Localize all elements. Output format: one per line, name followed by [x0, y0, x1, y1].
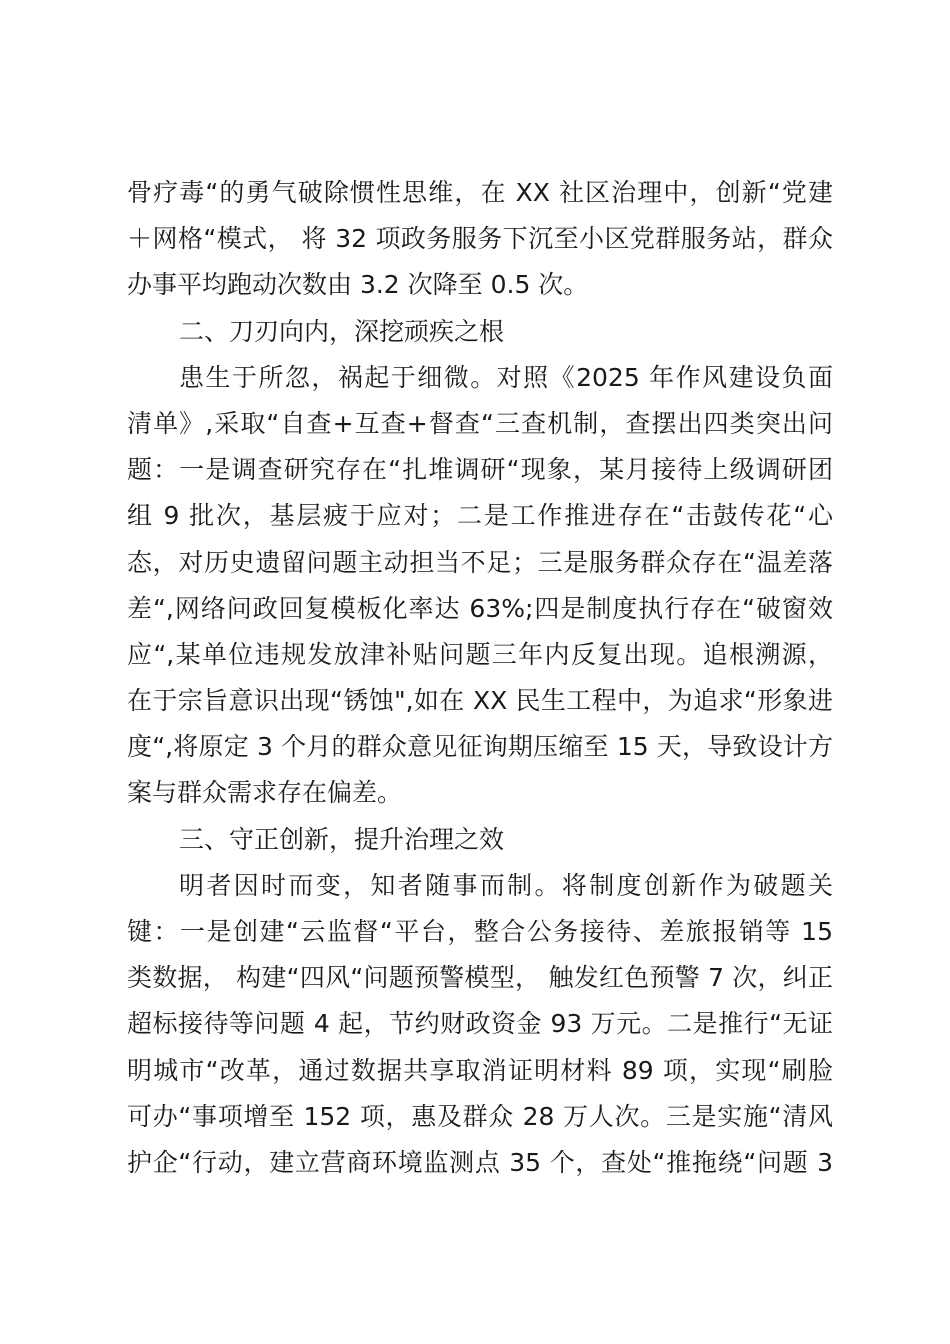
text-line: 明者因时而变，知者随事而制。将制度创新作为破题关: [179, 870, 833, 900]
text-line: 度“,将原定 3 个月的群众意见征询期压缩至 15 天，导致设计方: [127, 732, 833, 762]
text-line: 骨疗毒“的勇气破除惯性思维，在 XX 社区治理中，创新“党建: [127, 178, 833, 207]
text-line: 类数据， 构建“四风“问题预警模型， 触发红色预警 7 次，纠正: [127, 963, 833, 993]
section-heading-3: 三、守正创新，提升治理之效: [179, 824, 505, 854]
text-line: ＋网格“模式， 将 32 项政务服务下沉至小区党群服务站，群众: [127, 224, 833, 254]
text-line: 键：一是创建“云监督“平台，整合公务接待、差旅报销等 15: [127, 917, 833, 946]
text-line: 差“,网络问政回复模板化率达 63%;四是制度执行存在“破窗效: [127, 593, 833, 623]
text-line: 题：一是调查研究存在“扎堆调研“现象，某月接待上级调研团: [127, 455, 833, 485]
text-line: 态，对历史遗留问题主动担当不足；三是服务群众存在“温差落: [127, 547, 833, 577]
section-heading-2: 二、刀刃向内，深挖顽疾之根: [179, 316, 505, 346]
text-line: 可办“事项增至 152 项，惠及群众 28 万人次。三是实施“清风: [127, 1101, 833, 1131]
text-line: 案与群众需求存在偏差。: [127, 778, 403, 808]
text-line: 明城市“改革，通过数据共享取消证明材料 89 项，实现“刷脸: [127, 1055, 833, 1085]
text-line: 清单》,采取“自查+互查+督查“三查机制，查摆出四类突出问: [127, 408, 833, 438]
text-line: 办事平均跑动次数由 3.2 次降至 0.5 次。: [127, 270, 589, 300]
text-line: 组 9 批次，基层疲于应对；二是工作推进存在“击鼓传花“心: [127, 501, 833, 531]
text-line: 应“,某单位违规发放津补贴问题三年内反复出现。追根溯源，: [127, 639, 833, 669]
text-line: 在于宗旨意识出现“锈蚀",如在 XX 民生工程中，为追求“形象进: [127, 686, 833, 716]
text-line: 患生于所忽，祸起于细微。对照《2025 年作风建设负面: [179, 362, 833, 392]
text-line: 护企“行动，建立营商环境监测点 35 个，查处“推拖绕“问题 3: [127, 1147, 833, 1177]
document-body: [127, 170, 833, 1186]
text-line: 超标接待等问题 4 起，节约财政资金 93 万元。二是推行“无证: [127, 1009, 833, 1039]
